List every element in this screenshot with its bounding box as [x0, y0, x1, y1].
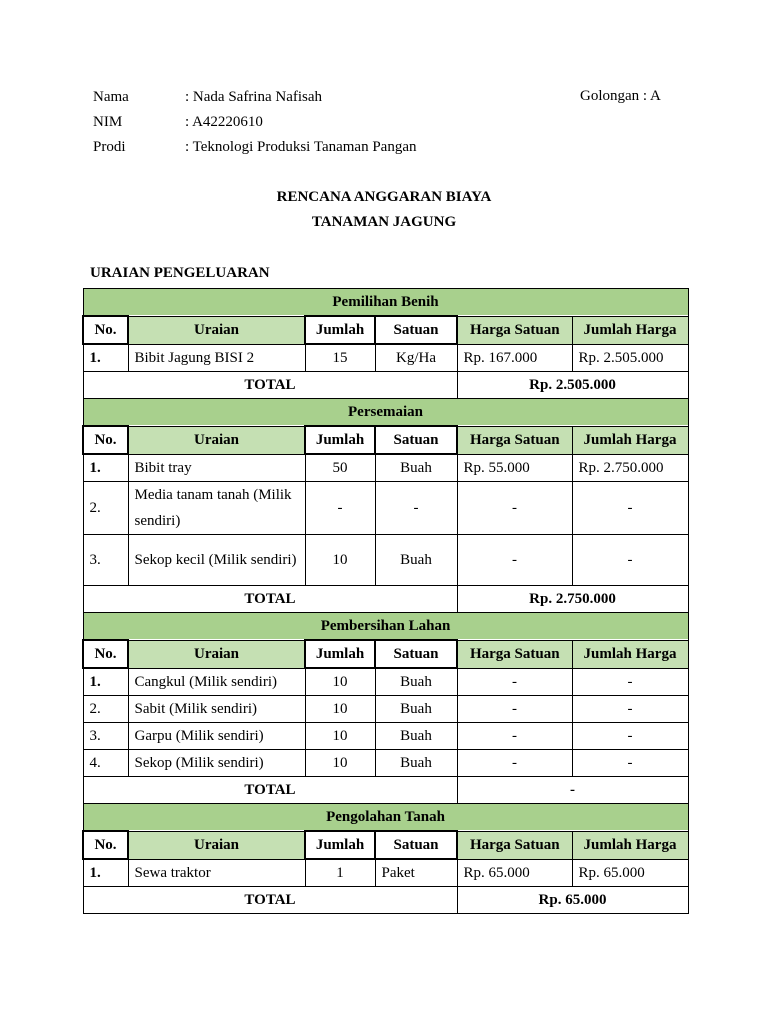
- cell-satuan: Buah: [375, 750, 457, 777]
- cell-no: 1.: [83, 859, 128, 887]
- cell-jumlah: 10: [305, 668, 375, 696]
- golongan-label: Golongan : A: [580, 88, 661, 104]
- cell-harga-satuan: -: [457, 482, 572, 535]
- cell-uraian: Sewa traktor: [128, 859, 305, 887]
- cell-uraian: Garpu (Milik sendiri): [128, 723, 305, 750]
- cell-harga-satuan: Rp. 55.000: [457, 454, 572, 482]
- cell-harga-satuan: Rp. 167.000: [457, 344, 572, 372]
- header-harga-satuan: Harga Satuan: [457, 831, 572, 859]
- cell-jumlah: 10: [305, 750, 375, 777]
- header-satuan: Satuan: [375, 426, 457, 454]
- header-jumlah: Jumlah: [305, 831, 375, 859]
- cell-satuan: Buah: [375, 668, 457, 696]
- cell-jumlah: 10: [305, 535, 375, 586]
- prodi-value: : Teknologi Produksi Tanaman Pangan: [185, 139, 417, 155]
- total-label: TOTAL: [83, 777, 457, 804]
- header-no: No.: [83, 640, 128, 668]
- group-title: Pembersihan Lahan: [83, 613, 688, 641]
- total-value: Rp. 65.000: [457, 887, 688, 914]
- total-value: -: [457, 777, 688, 804]
- cell-uraian: Sabit (Milik sendiri): [128, 696, 305, 723]
- cell-no: 1.: [83, 668, 128, 696]
- header-satuan: Satuan: [375, 316, 457, 344]
- total-row: [83, 777, 688, 804]
- cell-no: 2.: [83, 696, 128, 723]
- header-jumlah: Jumlah: [305, 316, 375, 344]
- cell-satuan: Paket: [375, 859, 457, 887]
- total-value: Rp. 2.505.000: [457, 372, 688, 399]
- column-header-row: [83, 426, 688, 454]
- column-header-row: [83, 640, 688, 668]
- cell-uraian: Bibit Jagung BISI 2: [128, 344, 305, 372]
- cell-harga-satuan: -: [457, 696, 572, 723]
- group-title: Pengolahan Tanah: [83, 804, 688, 832]
- header-harga-satuan: Harga Satuan: [457, 316, 572, 344]
- cell-jumlah: 1: [305, 859, 375, 887]
- cell-no: 1.: [83, 344, 128, 372]
- cell-harga-satuan: Rp. 65.000: [457, 859, 572, 887]
- table-row: [83, 696, 688, 723]
- cell-jumlah-harga: -: [572, 696, 688, 723]
- total-label: TOTAL: [83, 372, 457, 399]
- header-satuan: Satuan: [375, 640, 457, 668]
- total-row: [83, 586, 688, 613]
- header-harga-satuan: Harga Satuan: [457, 640, 572, 668]
- cell-jumlah: 15: [305, 344, 375, 372]
- nim-value: : A42220610: [185, 114, 263, 130]
- cell-uraian: Media tanam tanah (Milik sendiri): [128, 482, 305, 535]
- header-jumlah-harga: Jumlah Harga: [572, 316, 688, 344]
- cell-jumlah: 10: [305, 723, 375, 750]
- table-row: [83, 535, 688, 586]
- cell-jumlah-harga: Rp. 65.000: [572, 859, 688, 887]
- header-no: No.: [83, 426, 128, 454]
- cell-satuan: Kg/Ha: [375, 344, 457, 372]
- table-row: [83, 750, 688, 777]
- document-title: RENCANA ANGGARAN BIAYA: [276, 189, 492, 205]
- total-row: [83, 887, 688, 914]
- table-row: [83, 723, 688, 750]
- table-row: [83, 668, 688, 696]
- cell-uraian: Sekop kecil (Milik sendiri): [128, 535, 305, 586]
- total-label: TOTAL: [83, 586, 457, 613]
- cell-harga-satuan: -: [457, 750, 572, 777]
- header-uraian: Uraian: [128, 831, 305, 859]
- cell-harga-satuan: -: [457, 668, 572, 696]
- cell-jumlah-harga: -: [572, 482, 688, 535]
- cell-jumlah-harga: -: [572, 750, 688, 777]
- section-title: URAIAN PENGELUARAN: [90, 265, 270, 281]
- header-jumlah-harga: Jumlah Harga: [572, 640, 688, 668]
- header-jumlah-harga: Jumlah Harga: [572, 831, 688, 859]
- cell-jumlah-harga: -: [572, 723, 688, 750]
- cell-jumlah-harga: -: [572, 535, 688, 586]
- cell-satuan: Buah: [375, 535, 457, 586]
- cell-uraian: Bibit tray: [128, 454, 305, 482]
- cell-satuan: -: [375, 482, 457, 535]
- group-header-row: [83, 289, 688, 317]
- cell-no: 2.: [83, 482, 128, 535]
- cell-no: 3.: [83, 535, 128, 586]
- group-title: Persemaian: [83, 399, 688, 427]
- header-uraian: Uraian: [128, 640, 305, 668]
- cell-jumlah: -: [305, 482, 375, 535]
- cell-uraian: Sekop (Milik sendiri): [128, 750, 305, 777]
- total-row: [83, 372, 688, 399]
- group-header-row: [83, 399, 688, 427]
- document-subtitle: TANAMAN JAGUNG: [311, 214, 457, 230]
- cell-jumlah-harga: Rp. 2.505.000: [572, 344, 688, 372]
- cell-jumlah: 50: [305, 454, 375, 482]
- cell-jumlah-harga: Rp. 2.750.000: [572, 454, 688, 482]
- cell-harga-satuan: -: [457, 723, 572, 750]
- total-label: TOTAL: [83, 887, 457, 914]
- cell-no: 1.: [83, 454, 128, 482]
- table-row: [83, 454, 688, 482]
- cell-harga-satuan: -: [457, 535, 572, 586]
- cell-jumlah: 10: [305, 696, 375, 723]
- group-header-row: [83, 613, 688, 641]
- name-value: : Nada Safrina Nafisah: [185, 89, 323, 105]
- table-row: [83, 344, 688, 372]
- table-row: [83, 859, 688, 887]
- group-header-row: [83, 804, 688, 832]
- cell-satuan: Buah: [375, 696, 457, 723]
- cell-uraian: Cangkul (Milik sendiri): [128, 668, 305, 696]
- name-label: Nama: [93, 89, 129, 105]
- cell-satuan: Buah: [375, 723, 457, 750]
- table-row: [83, 482, 688, 535]
- header-jumlah: Jumlah: [305, 426, 375, 454]
- cell-no: 3.: [83, 723, 128, 750]
- cell-jumlah-harga: -: [572, 668, 688, 696]
- header-no: No.: [83, 831, 128, 859]
- budget-table: [82, 288, 689, 914]
- budget-table-body: [83, 289, 688, 914]
- total-value: Rp. 2.750.000: [457, 586, 688, 613]
- prodi-label: Prodi: [93, 139, 126, 155]
- header-jumlah-harga: Jumlah Harga: [572, 426, 688, 454]
- group-title: Pemilihan Benih: [83, 289, 688, 317]
- header-no: No.: [83, 316, 128, 344]
- column-header-row: [83, 316, 688, 344]
- header-uraian: Uraian: [128, 426, 305, 454]
- column-header-row: [83, 831, 688, 859]
- cell-no: 4.: [83, 750, 128, 777]
- cell-satuan: Buah: [375, 454, 457, 482]
- header-uraian: Uraian: [128, 316, 305, 344]
- header-satuan: Satuan: [375, 831, 457, 859]
- nim-label: NIM: [93, 114, 123, 130]
- header-harga-satuan: Harga Satuan: [457, 426, 572, 454]
- header-jumlah: Jumlah: [305, 640, 375, 668]
